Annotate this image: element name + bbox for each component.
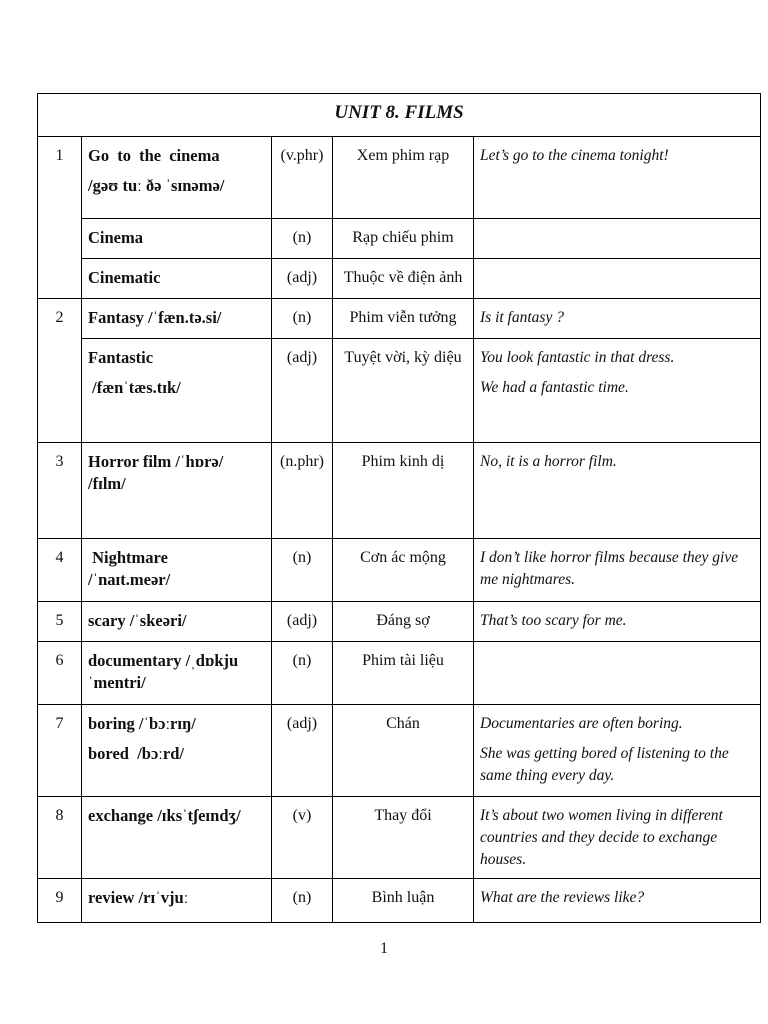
- example-cell: [474, 602, 761, 642]
- page-number: 1: [380, 940, 388, 957]
- example-sentence: It’s about two women living in different countries and they decide to exchange houses.: [480, 807, 723, 868]
- word-term: scary /ˈskeəri/: [88, 611, 187, 630]
- word-term: boring /ˈbɔːrɪŋ/: [88, 714, 196, 733]
- example-sentence: No, it is a horror film.: [480, 453, 617, 470]
- word-cell: [82, 299, 272, 339]
- meaning-cell: Cơn ác mộng: [333, 539, 474, 602]
- part-of-speech: (adj): [272, 339, 333, 443]
- meaning-cell: Thuộc về điện ảnh: [333, 259, 474, 299]
- word-phonetic: /ˈnaɪt.meər/: [88, 570, 171, 589]
- meaning-cell: Xem phim rạp: [333, 137, 474, 219]
- word-cell: [82, 219, 272, 259]
- example-sentence: What are the reviews like?: [480, 889, 645, 906]
- row-number: 3: [38, 443, 82, 539]
- word-phonetic: /fɪlm/: [88, 474, 126, 493]
- part-of-speech: (n.phr): [272, 443, 333, 539]
- part-of-speech: (v): [272, 797, 333, 879]
- part-of-speech: (adj): [272, 259, 333, 299]
- table-row: [38, 299, 761, 339]
- example-sentence: She was getting bored of listening to the same thing every day.: [480, 745, 729, 784]
- example-cell: [474, 299, 761, 339]
- example-cell: [474, 539, 761, 602]
- example-cell: [474, 443, 761, 539]
- example-cell: [474, 797, 761, 879]
- meaning-cell: Phim kinh dị: [333, 443, 474, 539]
- table-row: [38, 602, 761, 642]
- part-of-speech: (n): [272, 299, 333, 339]
- word-cell: [82, 642, 272, 705]
- example-cell: [474, 259, 761, 299]
- word-phonetic: /fænˈtæs.tɪk/: [88, 378, 181, 397]
- example-cell: [474, 339, 761, 443]
- word-cell: [82, 539, 272, 602]
- table-row: [38, 339, 761, 443]
- meaning-cell: Thay đổi: [333, 797, 474, 879]
- meaning-cell: Tuyệt vời, kỳ diệu: [333, 339, 474, 443]
- meaning-cell: Bình luận: [333, 879, 474, 923]
- word-cell: [82, 443, 272, 539]
- vocabulary-table: [37, 93, 761, 923]
- word-term: exchange /ɪksˈtʃeɪndʒ/: [88, 806, 241, 825]
- unit-title: UNIT 8. FILMS: [38, 94, 761, 137]
- word-term: review /rɪˈvjuː: [88, 888, 189, 907]
- example-cell: [474, 642, 761, 705]
- row-number: 2: [38, 299, 82, 443]
- example-sentence: We had a fantastic time.: [480, 379, 629, 396]
- table-row: [38, 219, 761, 259]
- word-term: Fantasy /ˈfæn.tə.si/: [88, 308, 222, 327]
- row-number: 6: [38, 642, 82, 705]
- example-sentence: Is it fantasy ?: [480, 309, 564, 326]
- row-number: 7: [38, 705, 82, 797]
- word-term: Cinematic: [88, 268, 161, 287]
- part-of-speech: (v.phr): [272, 137, 333, 219]
- word-term: Nightmare: [88, 548, 168, 567]
- example-cell: [474, 219, 761, 259]
- row-number: 4: [38, 539, 82, 602]
- word-cell: [82, 705, 272, 797]
- table-row: [38, 642, 761, 705]
- table-row: [38, 879, 761, 923]
- word-term: Go to the cinema: [88, 146, 220, 165]
- example-cell: [474, 879, 761, 923]
- example-sentence: You look fantastic in that dress.: [480, 349, 675, 366]
- word-cell: [82, 797, 272, 879]
- row-number: 9: [38, 879, 82, 923]
- example-sentence: That’s too scary for me.: [480, 612, 627, 629]
- part-of-speech: (n): [272, 539, 333, 602]
- row-number: 5: [38, 602, 82, 642]
- example-sentence: Documentaries are often boring.: [480, 715, 683, 732]
- meaning-cell: Rạp chiếu phim: [333, 219, 474, 259]
- word-term: documentary /ˌdɒkju: [88, 651, 239, 670]
- part-of-speech: (n): [272, 642, 333, 705]
- title-row: [38, 94, 761, 137]
- part-of-speech: (adj): [272, 705, 333, 797]
- example-sentence: Let’s go to the cinema tonight!: [480, 147, 669, 164]
- example-cell: [474, 137, 761, 219]
- word-term: bored /bɔːrd/: [88, 744, 184, 763]
- row-number: 1: [38, 137, 82, 299]
- word-cell: [82, 137, 272, 219]
- word-cell: [82, 259, 272, 299]
- word-term: Cinema: [88, 228, 143, 247]
- meaning-cell: Đáng sợ: [333, 602, 474, 642]
- example-sentence: I don’t like horror films because they give me nightmares.: [480, 549, 739, 588]
- table-row: [38, 259, 761, 299]
- part-of-speech: (adj): [272, 602, 333, 642]
- table-row: [38, 797, 761, 879]
- part-of-speech: (n): [272, 879, 333, 923]
- word-phonetic: /gəʊ tuː ðə ˈsɪnəmə/: [88, 176, 225, 195]
- meaning-cell: Phim viễn tưởng: [333, 299, 474, 339]
- word-term: Fantastic: [88, 348, 154, 367]
- word-cell: [82, 339, 272, 443]
- table-row: [38, 539, 761, 602]
- table-row: [38, 443, 761, 539]
- example-cell: [474, 705, 761, 797]
- row-number: 8: [38, 797, 82, 879]
- word-phonetic: ˈmentri/: [88, 673, 146, 692]
- meaning-cell: Chán: [333, 705, 474, 797]
- word-cell: [82, 879, 272, 923]
- table-row: [38, 137, 761, 219]
- table-row: [38, 705, 761, 797]
- part-of-speech: (n): [272, 219, 333, 259]
- word-cell: [82, 602, 272, 642]
- meaning-cell: Phim tài liệu: [333, 642, 474, 705]
- word-term: Horror film /ˈhɒrə/: [88, 452, 224, 471]
